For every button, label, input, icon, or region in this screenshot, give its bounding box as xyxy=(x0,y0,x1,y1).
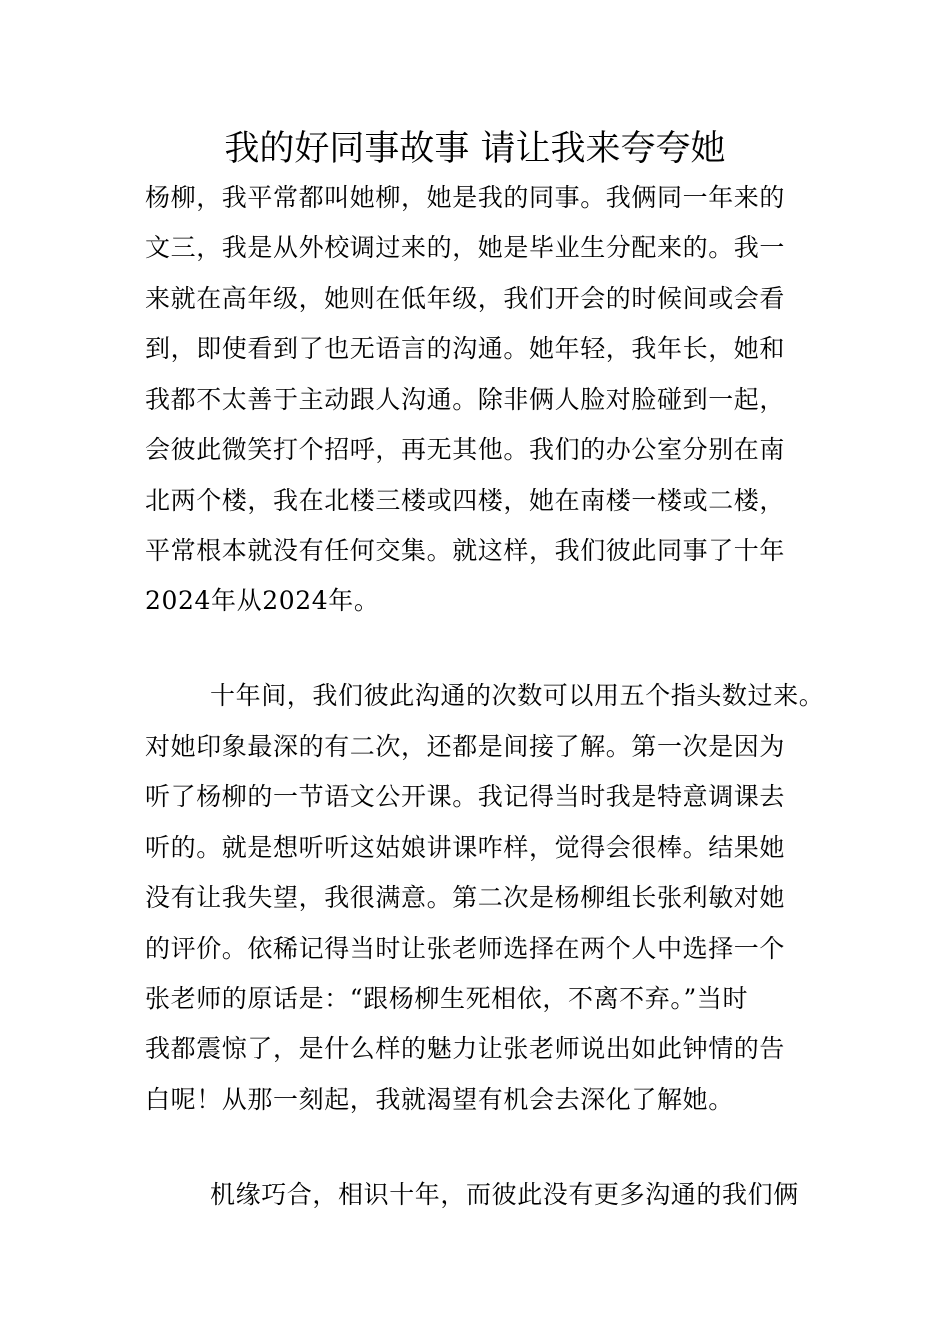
paragraph-2-line-9: 白呢！从那一刻起，我就渴望有机会去深化了解她。 xyxy=(145,1085,734,1114)
paragraph-1-line-1: 杨柳，我平常都叫她柳，她是我的同事。我俩同一年来的 xyxy=(145,183,786,212)
paragraph-1-line-8: 平常根本就没有任何交集。就这样，我们彼此同事了十年 xyxy=(145,536,786,565)
paragraph-2-line-3: 听了杨柳的一节语文公开课。我记得当时我是特意调课去 xyxy=(145,782,786,811)
paragraph-2-line-8: 我都震惊了，是什么样的魅力让张老师说出如此钟情的告 xyxy=(145,1034,786,1063)
paragraph-2-line-2: 对她印象最深的有二次，还都是间接了解。第一次是因为 xyxy=(145,732,786,761)
paragraph-1-line-5: 我都不太善于主动跟人沟通。除非俩人脸对脸碰到一起， xyxy=(145,385,786,414)
paragraph-1-line-4: 到，即使看到了也无语言的沟通。她年轻，我年长，她和 xyxy=(145,334,786,363)
document-title: 我的好同事故事 请让我来夸夸她 xyxy=(224,129,726,169)
paragraph-2-line-1: 十年间，我们彼此沟通的次数可以用五个指头数过来。 xyxy=(210,681,825,710)
paragraph-2-line-7: 张老师的原话是：“跟杨柳生死相依，不离不弃。”当时 xyxy=(145,984,749,1013)
paragraph-2-line-4: 听的。就是想听听这姑娘讲课咋样，觉得会很棒。结果她 xyxy=(145,833,786,862)
paragraph-1-line-2: 文三，我是从外校调过来的，她是毕业生分配来的。我一 xyxy=(145,233,786,262)
paragraph-2-line-6: 的评价。依稀记得当时让张老师选择在两个人中选择一个 xyxy=(145,934,786,963)
paragraph-3-line-1: 机缘巧合，相识十年，而彼此没有更多沟通的我们俩 xyxy=(210,1180,799,1209)
paragraph-1-line-6: 会彼此微笑打个招呼，再无其他。我们的办公室分别在南 xyxy=(145,435,786,464)
paragraph-1-line-9: 2024年从2024年。 xyxy=(145,586,380,615)
paragraph-1-line-3: 来就在高年级，她则在低年级，我们开会的时候间或会看 xyxy=(145,284,786,313)
paragraph-1-line-7: 北两个楼，我在北楼三楼或四楼，她在南楼一楼或二楼， xyxy=(145,486,786,515)
paragraph-2-line-5: 没有让我失望，我很满意。第二次是杨柳组长张利敏对她 xyxy=(145,883,786,912)
